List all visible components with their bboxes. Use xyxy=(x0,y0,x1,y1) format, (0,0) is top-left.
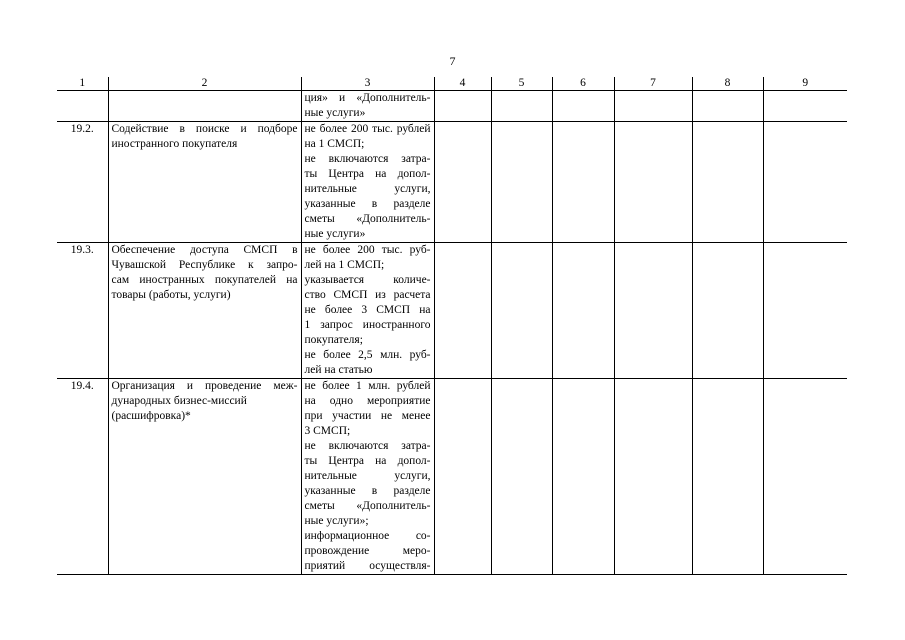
conditions-line: приятий осуществля- xyxy=(304,560,431,572)
empty-cell xyxy=(692,379,763,575)
estimate-table xyxy=(57,77,847,575)
conditions-line: нительные услуги, xyxy=(304,183,431,195)
empty-cell xyxy=(763,91,847,122)
column-header: 2 xyxy=(108,77,301,91)
conditions-line: не включаются затра- xyxy=(304,440,431,452)
conditions-line: не более 200 тыс. рублей на 1 СМСП; xyxy=(304,123,431,150)
empty-cell xyxy=(552,91,614,122)
row-number: 19.4. xyxy=(57,379,108,575)
conditions-line: на одно мероприятие xyxy=(304,395,431,407)
description-line: Обеспечение доступа СМСП в xyxy=(111,244,298,256)
conditions-line: не более 2,5 млн. руб- xyxy=(304,349,431,361)
conditions-line: лей на 1 СМСП; xyxy=(304,259,385,271)
empty-cell xyxy=(491,122,552,243)
empty-cell xyxy=(614,122,692,243)
empty-cell xyxy=(614,91,692,122)
conditions-line: не более 200 тыс. руб- xyxy=(304,244,431,256)
table-row-19-3 xyxy=(57,243,847,379)
column-header: 7 xyxy=(614,77,692,91)
empty-cell xyxy=(552,122,614,243)
conditions-line: 3 СМСП; xyxy=(304,425,351,437)
row-description xyxy=(108,91,301,122)
conditions-line: сметы «Дополнитель- xyxy=(304,500,431,512)
column-header: 5 xyxy=(491,77,552,91)
row-description xyxy=(108,122,301,243)
conditions-line: сметы «Дополнитель- xyxy=(304,213,431,225)
column-header: 4 xyxy=(434,77,491,91)
empty-cell xyxy=(491,243,552,379)
header-row xyxy=(57,77,847,91)
empty-cell xyxy=(614,243,692,379)
row-number: 19.3. xyxy=(57,243,108,379)
description-line: (расшифровка)* xyxy=(111,410,191,422)
row-description xyxy=(108,379,301,575)
empty-cell xyxy=(434,122,491,243)
conditions-line: указанные в разделе xyxy=(304,485,431,497)
table-row-19-2 xyxy=(57,122,847,243)
empty-cell xyxy=(434,243,491,379)
row-number: 19.2. xyxy=(57,122,108,243)
empty-cell xyxy=(763,243,847,379)
empty-cell xyxy=(763,379,847,575)
table-row-19-4 xyxy=(57,379,847,575)
empty-cell xyxy=(434,91,491,122)
conditions-line: нительные услуги, xyxy=(304,470,431,482)
conditions-line: указывается количе- xyxy=(304,274,431,286)
description-line: Чувашской Республике к запро- xyxy=(111,259,298,271)
row-number xyxy=(57,91,108,122)
conditions-line: ные услуги» xyxy=(304,228,366,240)
description-line: сам иностранных покупателей на xyxy=(111,274,298,286)
column-header: 3 xyxy=(301,77,434,91)
conditions-line: 1 запрос иностранного xyxy=(304,319,431,331)
column-header: 9 xyxy=(763,77,847,91)
conditions-line: не более 1 млн. рублей xyxy=(304,380,431,392)
description-line: дународных бизнес-миссий xyxy=(111,395,247,407)
conditions-line: покупателя; xyxy=(304,334,363,346)
description-line: иностранного покупателя xyxy=(111,138,238,150)
row-description xyxy=(108,243,301,379)
description-line: товары (работы, услуги) xyxy=(111,289,231,301)
conditions-line: лей на статью xyxy=(304,364,373,376)
empty-cell xyxy=(692,122,763,243)
row-conditions xyxy=(301,122,434,243)
empty-cell xyxy=(434,379,491,575)
empty-cell xyxy=(552,243,614,379)
conditions-line: информационное со- xyxy=(304,530,431,542)
conditions-line: ные услуги» xyxy=(304,107,366,119)
conditions-line: при участии не менее xyxy=(304,410,431,422)
table-row-continuation xyxy=(57,91,847,122)
empty-cell xyxy=(692,243,763,379)
conditions-line: провождение меро- xyxy=(304,545,431,557)
conditions-line: ты Центра на допол- xyxy=(304,455,431,467)
empty-cell xyxy=(692,91,763,122)
empty-cell xyxy=(763,122,847,243)
conditions-line: ные услуги»; xyxy=(304,515,369,527)
row-conditions xyxy=(301,379,434,575)
conditions-line: не более 3 СМСП на xyxy=(304,304,431,316)
description-line: Организация и проведение меж- xyxy=(111,380,298,392)
column-header: 6 xyxy=(552,77,614,91)
row-conditions xyxy=(301,243,434,379)
conditions-line: не включаются затра- xyxy=(304,153,431,165)
empty-cell xyxy=(552,379,614,575)
row-conditions xyxy=(301,91,434,122)
empty-cell xyxy=(491,91,552,122)
empty-cell xyxy=(614,379,692,575)
empty-cell xyxy=(491,379,552,575)
page-number: 7 xyxy=(449,54,456,68)
conditions-line: ция» и «Дополнитель- xyxy=(304,92,431,104)
description-line: Содействие в поиске и подборе xyxy=(111,123,298,135)
conditions-line: указанные в разделе xyxy=(304,198,431,210)
column-header: 1 xyxy=(57,77,108,91)
column-header: 8 xyxy=(692,77,763,91)
conditions-line: ство СМСП из расчета xyxy=(304,289,431,301)
conditions-line: ты Центра на допол- xyxy=(304,168,431,180)
